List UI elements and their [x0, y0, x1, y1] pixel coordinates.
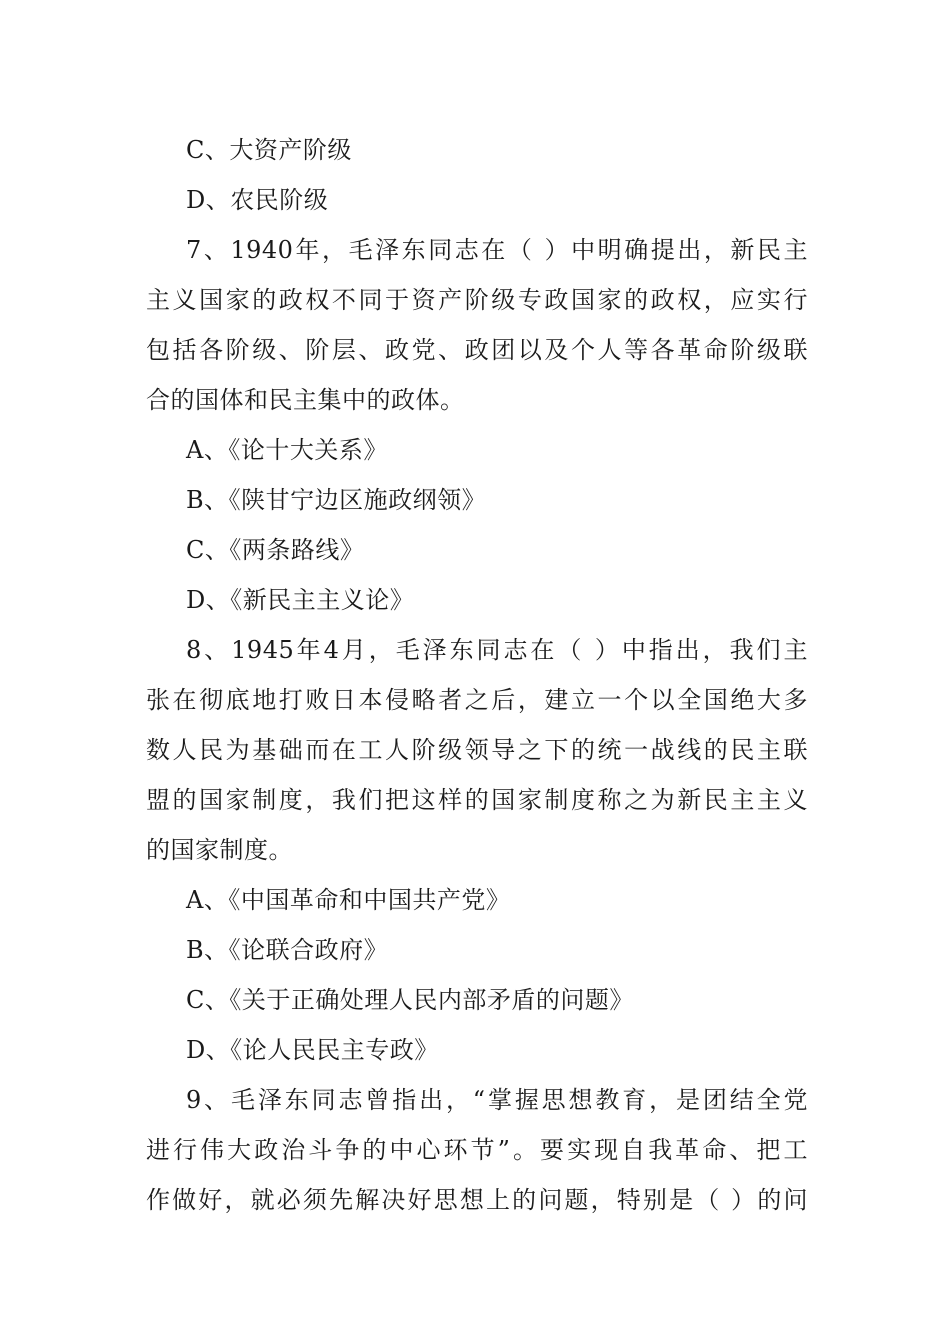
- question-7-line-4: 合的国体和民主集中的政体。: [146, 386, 465, 414]
- option-b-q7: B、《陕甘宁边区施政纲领》: [186, 486, 487, 514]
- question-8-line-4: 盟的国家制度，我们把这样的国家制度称之为新民主主义: [146, 786, 808, 814]
- question-9-line-2: 进行伟大政治斗争的中心环节”。要实现自我革命、把工: [146, 1136, 808, 1164]
- option-d-q6: D、农民阶级: [186, 186, 329, 214]
- option-c-q8: C、《关于正确处理人民内部矛盾的问题》: [186, 986, 634, 1014]
- option-b-q8: B、《论联合政府》: [186, 936, 389, 964]
- question-9-line-3: 作做好，就必须先解决好思想上的问题，特别是（ ）的问: [146, 1186, 808, 1214]
- question-7-line-1: 7、1940年，毛泽东同志在（ ）中明确提出，新民主: [186, 236, 808, 264]
- option-c-q7: C、《两条路线》: [186, 536, 365, 564]
- question-8-line-2: 张在彻底地打败日本侵略者之后，建立一个以全国绝大多: [146, 686, 808, 714]
- question-8-line-3: 数人民为基础而在工人阶级领导之下的统一战线的民主联: [146, 736, 808, 764]
- question-7-line-3: 包括各阶级、阶层、政党、政团以及个人等各革命阶级联: [146, 336, 808, 364]
- option-d-q8: D、《论人民民主专政》: [186, 1036, 439, 1064]
- option-c-q6: C、大资产阶级: [186, 136, 352, 164]
- question-8-line-1: 8、1945年4月，毛泽东同志在（ ）中指出，我们主: [186, 636, 808, 664]
- question-9-line-1: 9、毛泽东同志曾指出，“掌握思想教育，是团结全党: [186, 1086, 808, 1114]
- document-page: [146, 125, 808, 1225]
- question-7-line-2: 主义国家的政权不同于资产阶级专政国家的政权，应实行: [146, 286, 808, 314]
- option-d-q7: D、《新民主主义论》: [186, 586, 415, 614]
- question-8-line-5: 的国家制度。: [146, 836, 293, 864]
- option-a-q8: A、《中国革命和中国共产党》: [186, 886, 511, 914]
- option-a-q7: A、《论十大关系》: [186, 436, 388, 464]
